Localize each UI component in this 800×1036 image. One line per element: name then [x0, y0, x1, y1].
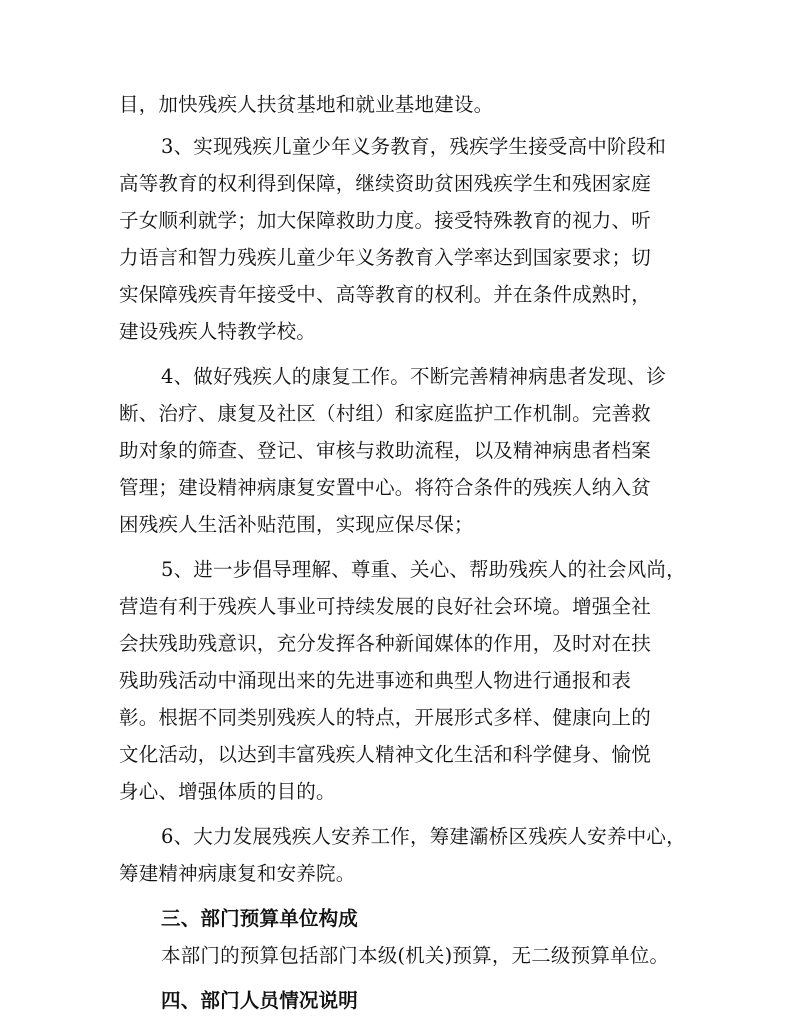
- paragraph-line: 营造有利于残疾人事业可持续发展的良好社会环境。增强全社: [119, 595, 651, 618]
- paragraph-line: 文化活动，以达到丰富残疾人精神文化生活和科学健身、愉悦: [119, 743, 651, 766]
- paragraph-line: 3、实现残疾儿童少年义务教育，残疾学生接受高中阶段和: [161, 135, 667, 158]
- paragraph-line: 5、进一步倡导理解、尊重、关心、帮助残疾人的社会风尚，: [161, 558, 686, 581]
- paragraph-line: 筹建精神病康复和安养院。: [119, 862, 356, 885]
- paragraph-line: 彰。根据不同类别残疾人的特点，开展形式多样、健康向上的: [119, 706, 651, 729]
- section-heading: 四、部门人员情况说明: [161, 989, 359, 1012]
- paragraph-line: 会扶残助残意识，充分发挥各种新闻媒体的作用，及时对在扶: [119, 632, 651, 655]
- paragraph-line: 身心、增强体质的目的。: [119, 780, 336, 803]
- paragraph-line: 6、大力发展残疾人安养工作，筹建灞桥区残疾人安养中心，: [161, 825, 686, 848]
- paragraph-line: 目，加快残疾人扶贫基地和就业基地建设。: [119, 93, 494, 116]
- paragraph-line: 高等教育的权利得到保障，继续资助贫困残疾学生和残困家庭: [119, 172, 651, 195]
- paragraph-line: 助对象的筛查、登记、审核与救助流程，以及精神病患者档案: [119, 439, 651, 462]
- paragraph-line: 力语言和智力残疾儿童少年义务教育入学率达到国家要求；切: [119, 246, 651, 269]
- section-heading: 三、部门预算单位构成: [161, 907, 359, 930]
- paragraph-line: 管理；建设精神病康复安置中心。将符合条件的残疾人纳入贫: [119, 476, 651, 499]
- paragraph-line: 实保障残疾青年接受中、高等教育的权利。并在条件成熟时，: [119, 283, 651, 306]
- paragraph-line: 断、治疗、康复及社区（村组）和家庭监护工作机制。完善救: [119, 402, 651, 425]
- paragraph-line: 子女顺利就学；加大保障救助力度。接受特殊教育的视力、听: [119, 209, 651, 232]
- paragraph-line: 4、做好残疾人的康复工作。不断完善精神病患者发现、诊: [161, 365, 667, 388]
- paragraph-line: 残助残活动中涌现出来的先进事迹和典型人物进行通报和表: [119, 669, 632, 692]
- paragraph-line: 本部门的预算包括部门本级(机关)预算，无二级预算单位。: [161, 944, 670, 967]
- paragraph-line: 建设残疾人特教学校。: [119, 320, 317, 343]
- paragraph-line: 困残疾人生活补贴范围，实现应保尽保；: [119, 513, 474, 536]
